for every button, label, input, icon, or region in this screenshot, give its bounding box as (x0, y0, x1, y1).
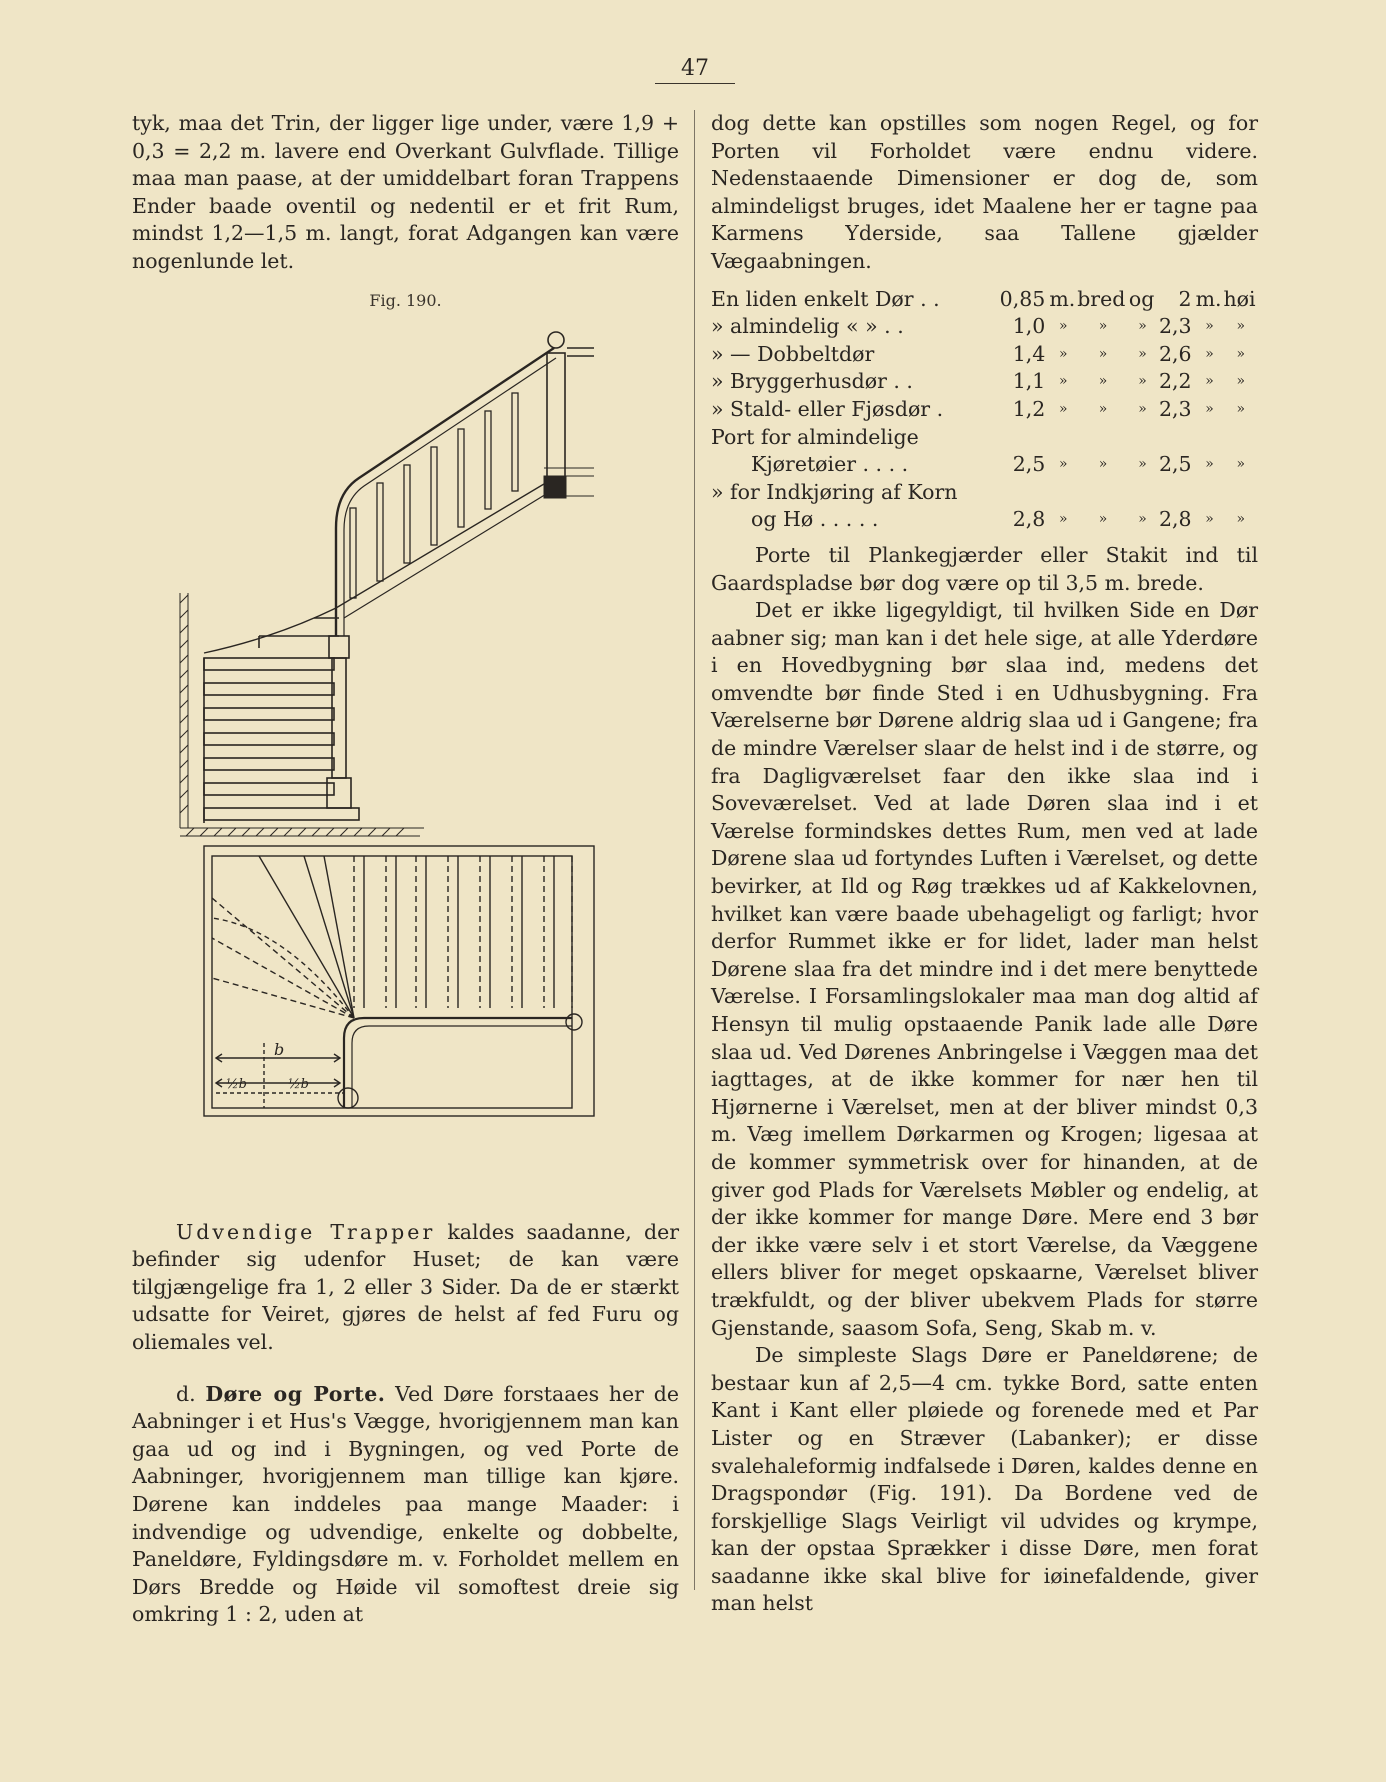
right-paragraph-4: De simpleste Slags Døre er Paneldørene; de bestaar kun af 2,5—4 cm. tykke Bord, satte enten Kant i Kant eller pløiede og forenede med et Par Lister og en Stræver (Labanker); er disse svalehaleformig indfalsede i Døren, kaldes denne en Dragspondør (Fig. 191). Da Bordene ved de forskjellige Slags Veirligt vil udvides og krympe, kan der opstaa Sprækker i disse Døre, men forat saadanne ikke skal blive for iøinefaldende, giver man helst (711, 1343, 1258, 1616)
table-cell-unit2: » (1205, 345, 1214, 362)
table-cell-c3 (1223, 479, 1258, 507)
table-cell-c3: » (1236, 345, 1246, 362)
table-row (711, 341, 1258, 369)
table-cell-unit: » (1058, 400, 1068, 417)
table-cell-c1: » (1098, 318, 1108, 335)
table-cell-c1: » (1098, 400, 1108, 417)
left-paragraph-3 (132, 1381, 679, 1629)
table-cell-height: 2 (1178, 286, 1192, 311)
figure-caption: Fig. 190. (369, 290, 442, 310)
table-cell-c1: » (1098, 456, 1108, 473)
table-row (711, 368, 1258, 396)
table-cell-unit2: » (1205, 511, 1214, 528)
plan-view (204, 846, 594, 1116)
table-cell-height: 2,6 (1158, 341, 1192, 366)
table-cell-unit: » (1058, 456, 1068, 473)
table-cell-height: 2,3 (1158, 314, 1192, 339)
term-udvendige-trapper: Udvendige Trapper (176, 1219, 436, 1244)
table-cell-c3: » (1236, 400, 1246, 417)
table-cell-width: 1,4 (1012, 341, 1046, 366)
table-row (711, 479, 1258, 507)
table-cell-unit2: m. (1195, 286, 1222, 311)
table-cell-height: 2,2 (1158, 369, 1192, 394)
table-cell-c3: » (1236, 373, 1246, 390)
table-cell-c1: » (1098, 373, 1108, 390)
table-cell-c1 (1077, 424, 1129, 452)
section-title: Døre og Porte. (205, 1381, 386, 1406)
table-row (711, 396, 1258, 424)
table-cell-unit2 (1196, 479, 1224, 507)
table-cell-c1 (1077, 479, 1129, 507)
left-paragraph-2-text: kaldes saadanne, der befinder sig udenfor Huset; de kan være tilgjængelige fra 1, 2 eller 3 Sider. Da de er stærkt udsatte for Veiret, gjøres de helst af fed Furu og oliemales vel. (132, 1219, 679, 1354)
table-cell-c1: » (1098, 511, 1108, 528)
table-cell-height (1156, 479, 1195, 507)
table-cell-unit: » (1058, 373, 1068, 390)
table-cell-unit: » (1058, 511, 1068, 528)
column-divider (694, 110, 695, 1590)
top-newel (547, 332, 594, 483)
table-row (711, 313, 1258, 341)
table-cell-unit: m. (1049, 286, 1076, 311)
table-cell-label: » for Indkjøring af Korn (711, 479, 958, 504)
table-cell-unit (1049, 424, 1077, 452)
table-cell-label: Port for almindelige (711, 424, 919, 449)
stringer (204, 478, 554, 653)
table-cell-unit (1049, 479, 1077, 507)
table-cell-width: 2,8 (1012, 507, 1046, 532)
table-cell-label: En liden enkelt Dør . . (711, 286, 940, 311)
left-paragraph-1: tyk, maa det Trin, der ligger lige under, være 1,9 + 0,3 = 2,2 m. lavere end Overkant Gulvflade. Tillige maa man paase, at der umiddelbart foran Trappens Ender baade oventil og nedentil er et frit Rum, mindst 1,2—1,5 m. langt, forat Adgangen kan være nogenlunde let. (132, 111, 679, 273)
door-dimensions-table (711, 286, 1258, 534)
table-cell-c2 (1129, 479, 1156, 507)
right-paragraph-2: Porte til Plankegjærder eller Stakit ind til Gaardspladse bør dog være op til 3,5 m. brede. (711, 542, 1258, 595)
dim-label-half-b-1: ½b (226, 1076, 247, 1092)
table-cell-unit: » (1058, 318, 1068, 335)
table-row (711, 424, 1258, 452)
table-cell-c3: » (1236, 456, 1246, 473)
table-cell-width (996, 424, 1049, 452)
table-cell-width (996, 479, 1049, 507)
left-paragraph-3-text: Ved Døre forstaaes her de Aabninger i et Hus's Vægge, hvorigjennem man kan gaa ud og ind i Bygningen, og ved Porte de Aabninger, hvorigjennem man tillige kan kjøre. Dørene kan inddeles paa mange Maader: i indvendige og udvendige, enkelte og dobbelte, Paneldøre, Fyldingsdøre m. v. Forholdet mellem en Dørs Bredde og Høide vil somoftest dreie sig omkring 1 : 2, uden at (132, 1381, 679, 1627)
table-cell-c2: og (1128, 286, 1155, 311)
table-cell-unit: » (1058, 345, 1068, 362)
table-cell-c2: » (1138, 373, 1147, 390)
table-cell-unit2 (1196, 424, 1224, 452)
floor-hatching (180, 828, 424, 836)
section-label: d. (176, 1381, 196, 1406)
balusters (350, 393, 518, 598)
table-cell-height: 2,8 (1158, 507, 1192, 532)
table-cell-label: » Stald- eller Fjøsdør . (711, 396, 944, 421)
table-cell-c2: » (1138, 511, 1147, 528)
left-column (132, 110, 679, 1629)
table-cell-height (1156, 424, 1195, 452)
page-number-rule (655, 83, 735, 84)
table-cell-unit2: » (1205, 318, 1214, 335)
table-cell-c2: » (1138, 345, 1147, 362)
table-cell-label: og Hø . . . . . (751, 507, 879, 532)
table-cell-height: 2,5 (1158, 452, 1192, 477)
table-cell-width: 2,5 (1012, 452, 1046, 477)
page-number: 47 (681, 56, 709, 81)
lower-steps (204, 618, 359, 823)
handrail (336, 348, 554, 636)
dim-label-half-b-2: ½b (288, 1076, 309, 1092)
table-cell-label: Kjøretøier . . . . (751, 452, 909, 477)
table-cell-unit2: » (1205, 456, 1214, 473)
table-cell-width: 1,2 (1012, 396, 1046, 421)
landing (544, 468, 594, 498)
table-cell-c2: » (1138, 400, 1147, 417)
right-column (711, 110, 1258, 1618)
table-row (711, 451, 1258, 479)
right-paragraph-1: dog dette kan opstilles som nogen Regel, og for Porten vil Forholdet være endnu videre. Nedenstaaende Dimensioner er dog de, som almindeligst bruges, idet Maalene her er tagne paa Karmens Yderside, saa Tallene gjælder Vægaabningen. (711, 111, 1258, 273)
table-row (711, 506, 1258, 534)
table-cell-c1: bred (1077, 286, 1126, 311)
table-cell-label: » Bryggerhusdør . . (711, 369, 913, 394)
table-cell-unit2: » (1205, 400, 1214, 417)
table-cell-width: 0,85 (999, 286, 1046, 311)
table-cell-label: » almindelig « » . . (711, 314, 904, 339)
left-paragraph-2 (132, 1219, 679, 1357)
table-cell-c3: høi (1223, 286, 1256, 311)
table-cell-c2: » (1138, 318, 1147, 335)
staircase-figure (164, 318, 664, 1213)
table-cell-c2: » (1138, 456, 1147, 473)
table-cell-c1: » (1098, 345, 1108, 362)
table-cell-width: 1,1 (1012, 369, 1046, 394)
table-cell-c3: » (1236, 511, 1246, 528)
table-cell-c2 (1129, 424, 1156, 452)
dim-label-b: b (274, 1039, 285, 1059)
wall-hatching (180, 593, 188, 828)
table-cell-c3: » (1236, 318, 1246, 335)
table-cell-label: » — Dobbeltdør (711, 341, 875, 366)
table-cell-width: 1,0 (1012, 314, 1046, 339)
table-cell-unit2: » (1205, 373, 1214, 390)
right-paragraph-3: Det er ikke ligegyldigt, til hvilken Side en Dør aabner sig; man kan i det hele sige, at alle Yderdøre i en Hovedbygning bør slaa ind, medens det omvendte bør finde Sted i en Udhusbygning. Fra Værelserne bør Dørene aldrig slaa ud i Gangene; fra de mindre Værelser slaar de helst ind i de større, og fra Dagligværelset faar den ikke slaa ind i Soveværelset. Ved at lade Døren slaa ind i et Værelse formindskes dettes Rum, men ved at lade Dørene slaa ud fortyndes Luften i Værelset, og dette bevirker, at Ild og Røg trækkes ud af Kakkelovnen, hvilket kan være baade ubehageligt og farligt; hvor derfor Rummet ikke er for lidet, lader man helst Dørene slaa fra det mindre ind i det mere benyttede Værelse. I Forsamlingslokaler maa man dog altid af Hensyn til mulig opstaaende Panik lade alle Døre slaa ud. Ved Dørenes Anbringelse i Væggen maa det iagttages, at de ikke kommer for nær hen til Hjørnerne i Værelset, men at der bliver mindst 0,3 m. Væg imellem Dørkarmen og Krogen; ligesaa at de kommer symmetrisk over for hinanden, at de giver god Plads for Værelsets Møbler og endelig, at der ikke kommer for mange Døre. Mere end 3 bør der ikke være selv i et stort Værelse, da Væggene ellers bliver for meget opskaarne, Værelset bliver trækfuldt, og der bliver ubekvem Plads for større Gjenstande, saasom Sofa, Seng, Skab m. v. (711, 598, 1258, 1340)
table-cell-c3 (1223, 424, 1258, 452)
table-cell-height: 2,3 (1158, 396, 1192, 421)
table-row (711, 286, 1258, 314)
